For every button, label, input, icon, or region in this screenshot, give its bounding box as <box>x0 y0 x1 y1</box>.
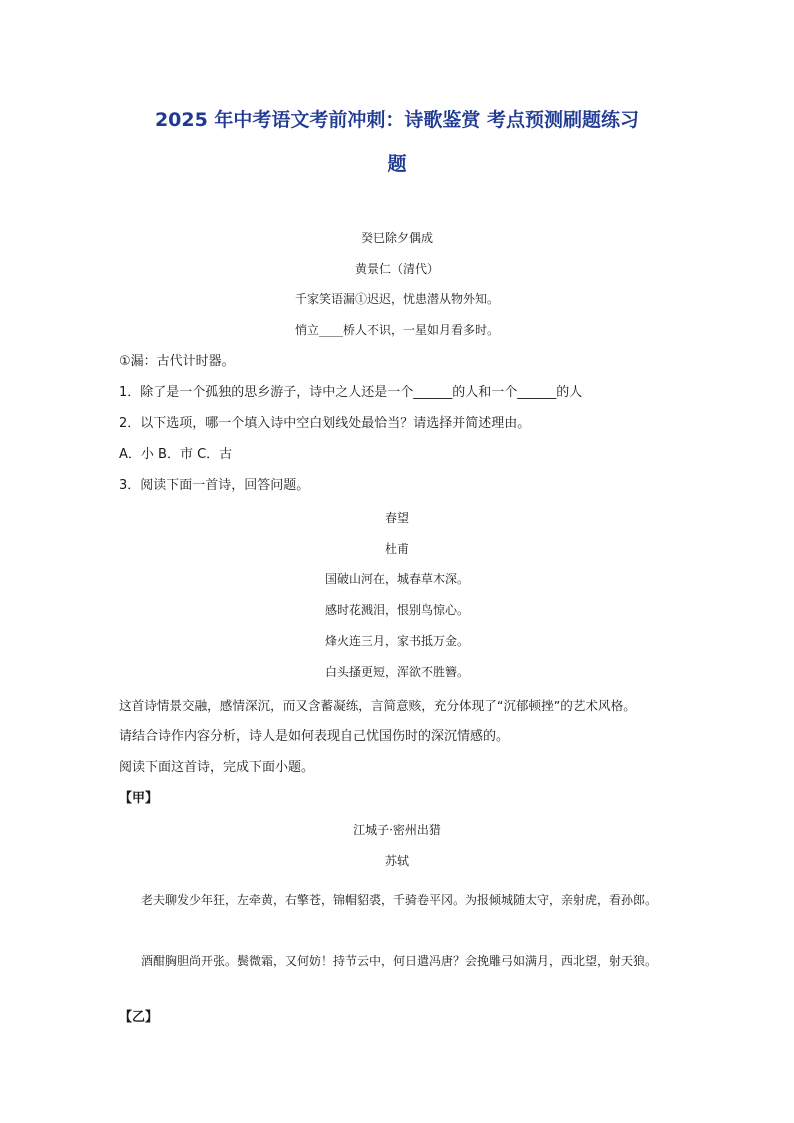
poem2-author: 杜甫 <box>384 542 409 556</box>
question-1: 1．除了是一个孤独的思乡游子，诗中之人还是一个______的人和一个______的人 <box>119 385 583 400</box>
poem2-title: 春望 <box>384 511 409 525</box>
poem1-author: 黄景仁（清代） <box>354 262 439 276</box>
poem3-title: 江城子·密州出猎 <box>353 823 441 837</box>
question-2-options: A．小 B．市 C．古 <box>119 447 233 462</box>
question-3-text-2: 请结合诗作内容分析，诗人是如何表现自己忧国伤时的深沉情感的。 <box>119 729 510 744</box>
poem2-line-2: 感时花溅泪，恨别鸟惊心。 <box>324 603 469 617</box>
poem1-line-2: 悄立____桥人不识，一星如月看多时。 <box>294 323 499 337</box>
question-3: 3．阅读下面一首诗，回答问题。 <box>119 478 310 493</box>
page-title <box>110 98 684 186</box>
label-jia: 【甲】 <box>119 791 159 806</box>
poem2-line-3: 烽火连三月，家书抵万金。 <box>324 634 469 648</box>
poem3-author: 苏轼 <box>384 854 409 868</box>
label-yi: 【乙】 <box>119 1010 159 1025</box>
poem3-paragraph-1: 老夫聊发少年狂，左牵黄，右擎苍，锦帽貂裘，千骑卷平冈。为报倾城随太守，亲射虎，看孙郎。 <box>140 893 657 907</box>
poem2-line-1: 国破山河在，城春草木深。 <box>324 572 469 586</box>
poem2-line-4: 白头搔更短，浑欲不胜簪。 <box>324 665 469 679</box>
question-2: 2．以下选项，哪一个填入诗中空白划线处最恰当？请选择并简述理由。 <box>119 416 531 431</box>
question-3-text-1: 这首诗情景交融，感情深沉，而又含蓄凝练，言简意赅，充分体现了“沉郁顿挫”的艺术风格。 <box>119 698 636 713</box>
poem1-title: 癸巳除夕偶成 <box>360 231 433 245</box>
poem3-paragraph-2: 酒酣胸胆尚开张。鬓微霜，又何妨！持节云中，何日遣冯唐？会挽雕弓如满月，西北望，射天狼。 <box>140 954 657 968</box>
poem1-line-1: 千家笑语漏①迟迟，忧患潜从物外知。 <box>294 292 499 306</box>
question-4-intro: 阅读下面这首诗，完成下面小题。 <box>119 760 315 775</box>
footnote-1: ①漏：古代计时器。 <box>119 354 235 369</box>
title-line-2: 题 <box>387 153 407 175</box>
title-line-1: 2025 年中考语文考前冲刺：诗歌鉴赏 考点预测刷题练习 <box>154 109 640 131</box>
